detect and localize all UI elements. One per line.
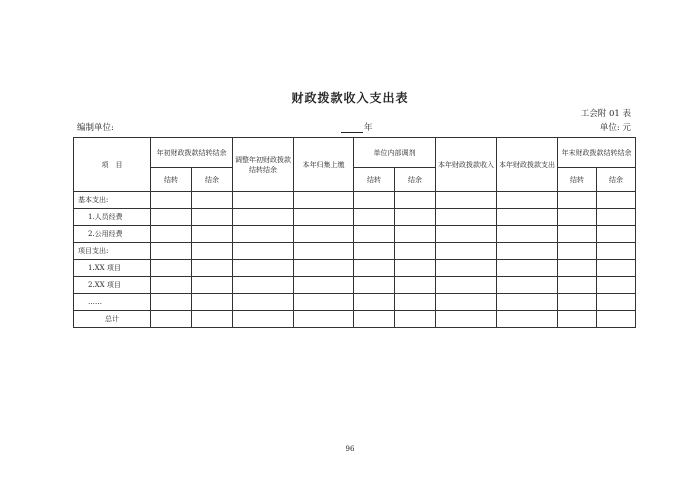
row-label: 1.人员经费 [74, 209, 151, 226]
cell [497, 192, 558, 209]
income-expense-table [73, 137, 636, 328]
cell [497, 209, 558, 226]
cell [151, 209, 192, 226]
cell [233, 226, 294, 243]
cell [597, 311, 636, 328]
cell [597, 260, 636, 277]
cell [294, 260, 354, 277]
cell [558, 226, 597, 243]
cell [597, 192, 636, 209]
cell [354, 294, 395, 311]
cell [192, 294, 233, 311]
cell [436, 209, 497, 226]
cell [395, 260, 436, 277]
cell [558, 260, 597, 277]
cell [294, 226, 354, 243]
cell [192, 277, 233, 294]
row-label: …… [74, 294, 151, 311]
cell [294, 192, 354, 209]
year-blank [341, 123, 363, 133]
sub-surplus: 结余 [597, 168, 636, 192]
table-row-total [74, 311, 636, 328]
cell [497, 277, 558, 294]
cell [151, 243, 192, 260]
cell [436, 243, 497, 260]
header-item: 项 目 [74, 138, 151, 192]
sub-surplus: 结余 [395, 168, 436, 192]
meta-row [73, 121, 635, 133]
cell [597, 277, 636, 294]
cell [597, 209, 636, 226]
year-field [341, 121, 373, 133]
cell [597, 294, 636, 311]
cell [436, 260, 497, 277]
cell [497, 311, 558, 328]
cell [192, 209, 233, 226]
cell [395, 226, 436, 243]
cell [233, 243, 294, 260]
sub-carry: 结转 [151, 168, 192, 192]
cell [233, 294, 294, 311]
cell [233, 277, 294, 294]
form-code: 工会附 01 表 [580, 109, 631, 119]
header-expense: 本年财政拨款支出 [497, 138, 558, 192]
cell [354, 226, 395, 243]
cell [192, 260, 233, 277]
cell [395, 209, 436, 226]
cell [395, 294, 436, 311]
sub-carry: 结转 [354, 168, 395, 192]
unit-label: 编制单位: [77, 123, 114, 133]
cell [558, 311, 597, 328]
cell [395, 311, 436, 328]
cell [354, 192, 395, 209]
cell [233, 311, 294, 328]
cell [436, 311, 497, 328]
cell [558, 294, 597, 311]
table-row [74, 260, 636, 277]
cell [192, 192, 233, 209]
cell [192, 243, 233, 260]
cell [151, 260, 192, 277]
cell [233, 260, 294, 277]
cell [192, 311, 233, 328]
cell [294, 277, 354, 294]
cell [395, 192, 436, 209]
cell [151, 192, 192, 209]
table-row [74, 226, 636, 243]
row-label: 基本支出: [74, 192, 151, 209]
cell [354, 277, 395, 294]
cell [436, 192, 497, 209]
table-row [74, 209, 636, 226]
cell [294, 209, 354, 226]
cell [558, 192, 597, 209]
row-label: 1.XX 项目 [74, 260, 151, 277]
year-suffix: 年 [364, 123, 373, 133]
cell [294, 294, 354, 311]
page-number: 96 [345, 445, 355, 453]
header-begin-balance: 年初财政拨款结转结余 [151, 138, 233, 168]
cell [151, 277, 192, 294]
cell [354, 260, 395, 277]
cell [436, 294, 497, 311]
cell [294, 243, 354, 260]
cell [497, 243, 558, 260]
cell [497, 260, 558, 277]
cell [233, 192, 294, 209]
table-row [74, 277, 636, 294]
table-row [74, 294, 636, 311]
cell [233, 209, 294, 226]
header-end-balance: 年末财政拨款结转结余 [558, 138, 636, 168]
cell [558, 243, 597, 260]
cell [497, 294, 558, 311]
cell [597, 226, 636, 243]
cell [558, 209, 597, 226]
cell [294, 311, 354, 328]
cell [395, 277, 436, 294]
row-label: 2.公用经费 [74, 226, 151, 243]
cell [597, 243, 636, 260]
row-label-total: 总计 [74, 311, 151, 328]
cell [192, 226, 233, 243]
sub-surplus: 结余 [192, 168, 233, 192]
sub-carry: 结转 [558, 168, 597, 192]
cell [497, 226, 558, 243]
header-internal: 单位内部调剂 [354, 138, 436, 168]
cell [354, 311, 395, 328]
cell [395, 243, 436, 260]
header-income: 本年财政拨款收入 [436, 138, 497, 192]
currency-label: 单位: 元 [599, 123, 631, 133]
cell [436, 277, 497, 294]
row-label: 项目支出: [74, 243, 151, 260]
table-row [74, 192, 636, 209]
page-title: 财政拨款收入支出表 [291, 91, 409, 105]
cell [151, 294, 192, 311]
table-row [74, 243, 636, 260]
cell [151, 311, 192, 328]
header-return: 本年归集上缴 [294, 138, 354, 192]
cell [354, 209, 395, 226]
cell [558, 277, 597, 294]
header-adjust: 调整年初财政拨款结转结余 [233, 138, 294, 192]
cell [151, 226, 192, 243]
cell [354, 243, 395, 260]
row-label: 2.XX 项目 [74, 277, 151, 294]
cell [436, 226, 497, 243]
